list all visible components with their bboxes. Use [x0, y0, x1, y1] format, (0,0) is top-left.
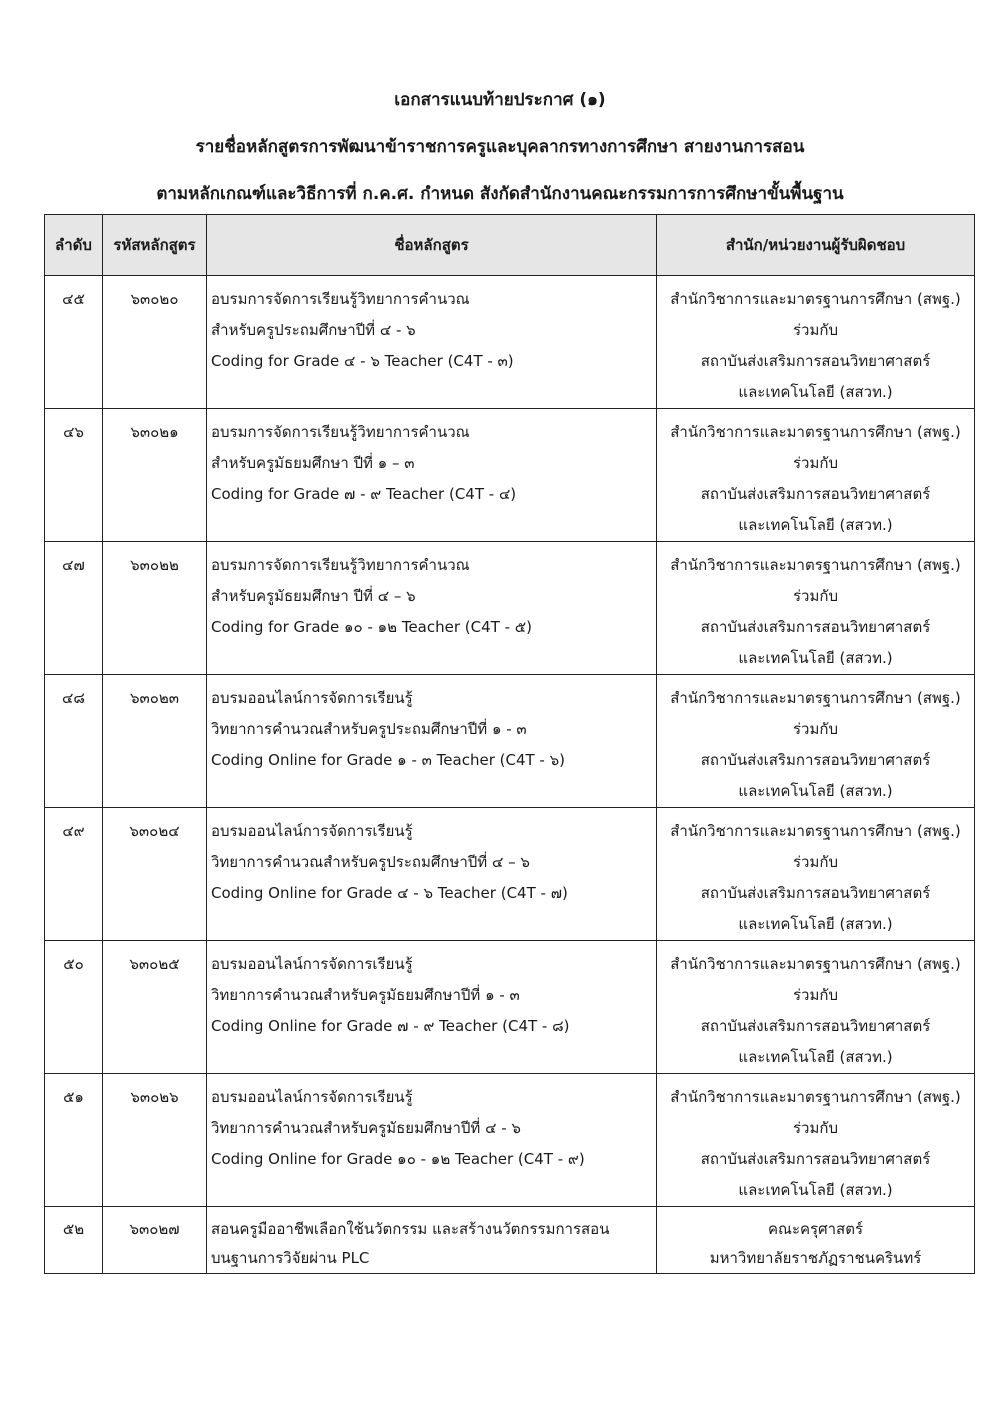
- department-line: และเทคโนโลยี (สสวท.): [738, 782, 893, 800]
- course-name-line: วิทยาการคำนวณสำหรับครูมัธยมศึกษาปีที่ ๑ - ๓: [211, 986, 520, 1004]
- row-number: ๔๙: [45, 808, 103, 941]
- department-line: สำนักวิชาการและมาตรฐานการศึกษา (สพฐ.): [670, 822, 961, 840]
- department-line: สถาบันส่งเสริมการสอนวิทยาศาสตร์: [700, 618, 931, 636]
- department-line: สำนักวิชาการและมาตรฐานการศึกษา (สพฐ.): [670, 955, 961, 973]
- table-header-row: [45, 215, 975, 276]
- course-code: ๖๓๐๒๒: [103, 542, 207, 675]
- table-row: [45, 1207, 975, 1274]
- department-cell: [657, 808, 975, 941]
- course-name-cell: [207, 409, 657, 542]
- course-code: ๖๓๐๒๗: [103, 1207, 207, 1274]
- course-code: ๖๓๐๒๕: [103, 941, 207, 1074]
- course-name-cell: [207, 1074, 657, 1207]
- course-name-line: วิทยาการคำนวณสำหรับครูมัธยมศึกษาปีที่ ๔ - ๖: [211, 1119, 521, 1137]
- course-name-cell: [207, 808, 657, 941]
- department-line: สถาบันส่งเสริมการสอนวิทยาศาสตร์: [700, 485, 931, 503]
- course-name-line: วิทยาการคำนวณสำหรับครูประถมศึกษาปีที่ ๔ – ๖: [211, 853, 530, 871]
- row-number: ๕๑: [45, 1074, 103, 1207]
- course-name-line: อบรมออนไลน์การจัดการเรียนรู้: [211, 955, 413, 973]
- row-number: ๕๐: [45, 941, 103, 1074]
- table-row: [45, 542, 975, 675]
- course-code: ๖๓๐๒๓: [103, 675, 207, 808]
- department-line: สถาบันส่งเสริมการสอนวิทยาศาสตร์: [700, 751, 931, 769]
- course-name-line: Coding Online for Grade ๑ - ๓ Teacher (C4T - ๖): [211, 751, 565, 769]
- department-line: และเทคโนโลยี (สสวท.): [738, 383, 893, 401]
- course-name-line: อบรมออนไลน์การจัดการเรียนรู้: [211, 689, 413, 707]
- course-name-line: Coding for Grade ๑๐ - ๑๒ Teacher (C4T - ๕): [211, 618, 532, 636]
- course-name-line: Coding for Grade ๗ - ๙ Teacher (C4T - ๔): [211, 485, 517, 503]
- row-number: ๔๖: [45, 409, 103, 542]
- course-name-line: อบรมการจัดการเรียนรู้วิทยาการคำนวณ: [211, 423, 470, 441]
- course-name-line: Coding Online for Grade ๑๐ - ๑๒ Teacher (C4T - ๙): [211, 1150, 585, 1168]
- department-line: สำนักวิชาการและมาตรฐานการศึกษา (สพฐ.): [670, 423, 961, 441]
- department-line: และเทคโนโลยี (สสวท.): [738, 516, 893, 534]
- department-line: และเทคโนโลยี (สสวท.): [738, 1181, 893, 1199]
- department-line: ร่วมกับ: [793, 1119, 838, 1137]
- course-name-cell: [207, 941, 657, 1074]
- document-subtitle-criteria: ตามหลักเกณฑ์และวิธีการที่ ก.ค.ศ. กำหนด สังกัดสำนักงานคณะกรรมการการศึกษาขั้นพื้นฐาน: [156, 184, 844, 204]
- department-line: ร่วมกับ: [793, 720, 838, 738]
- column-header-code: รหัสหลักสูตร: [103, 215, 207, 276]
- department-line: ร่วมกับ: [793, 321, 838, 339]
- department-line: สถาบันส่งเสริมการสอนวิทยาศาสตร์: [700, 1017, 931, 1035]
- course-name-line: สำหรับครูประถมศึกษาปีที่ ๔ - ๖: [211, 321, 416, 339]
- department-line: ร่วมกับ: [793, 986, 838, 1004]
- table-row: [45, 941, 975, 1074]
- table-row: [45, 276, 975, 409]
- course-name-line: Coding Online for Grade ๗ - ๙ Teacher (C4T - ๘): [211, 1017, 570, 1035]
- table-row: [45, 1074, 975, 1207]
- column-header-number: ลำดับ: [45, 215, 103, 276]
- department-line: และเทคโนโลยี (สสวท.): [738, 915, 893, 933]
- table-row: [45, 808, 975, 941]
- row-number: ๔๗: [45, 542, 103, 675]
- department-cell: [657, 675, 975, 808]
- course-name-cell: [207, 276, 657, 409]
- department-line: สำนักวิชาการและมาตรฐานการศึกษา (สพฐ.): [670, 556, 961, 574]
- course-name-line: อบรมการจัดการเรียนรู้วิทยาการคำนวณ: [211, 556, 470, 574]
- department-line: สำนักวิชาการและมาตรฐานการศึกษา (สพฐ.): [670, 1088, 961, 1106]
- department-line: และเทคโนโลยี (สสวท.): [738, 649, 893, 667]
- course-code: ๖๓๐๒๑: [103, 409, 207, 542]
- department-cell: [657, 941, 975, 1074]
- department-line: สถาบันส่งเสริมการสอนวิทยาศาสตร์: [700, 884, 931, 902]
- column-header-course-name: ชื่อหลักสูตร: [207, 215, 657, 276]
- course-code: ๖๓๐๒๔: [103, 808, 207, 941]
- department-line: สถาบันส่งเสริมการสอนวิทยาศาสตร์: [700, 352, 931, 370]
- course-name-line: Coding for Grade ๔ - ๖ Teacher (C4T - ๓): [211, 352, 514, 370]
- row-number: ๔๘: [45, 675, 103, 808]
- course-name-line: สำหรับครูมัธยมศึกษา ปีที่ ๑ – ๓: [211, 454, 415, 472]
- course-name-line: บนฐานการวิจัยผ่าน PLC: [211, 1249, 370, 1267]
- department-line: ร่วมกับ: [793, 853, 838, 871]
- department-line: ร่วมกับ: [793, 454, 838, 472]
- course-code: ๖๓๐๒๖: [103, 1074, 207, 1207]
- department-cell: [657, 1207, 975, 1274]
- course-name-line: อบรมการจัดการเรียนรู้วิทยาการคำนวณ: [211, 290, 470, 308]
- department-line: สำนักวิชาการและมาตรฐานการศึกษา (สพฐ.): [670, 689, 961, 707]
- course-table: [44, 214, 975, 1274]
- column-header-department: สำนัก/หน่วยงานผู้รับผิดชอบ: [657, 215, 975, 276]
- table-row: [45, 675, 975, 808]
- course-name-cell: [207, 1207, 657, 1274]
- course-name-line: อบรมออนไลน์การจัดการเรียนรู้: [211, 1088, 413, 1106]
- department-cell: [657, 409, 975, 542]
- row-number: ๔๕: [45, 276, 103, 409]
- course-name-line: วิทยาการคำนวณสำหรับครูประถมศึกษาปีที่ ๑ - ๓: [211, 720, 527, 738]
- course-name-cell: [207, 542, 657, 675]
- document-subtitle: รายชื่อหลักสูตรการพัฒนาข้าราชการครูและบุคลากรทางการศึกษา สายงานการสอน: [195, 137, 805, 157]
- department-cell: [657, 276, 975, 409]
- table-row: [45, 409, 975, 542]
- course-name-line: Coding Online for Grade ๔ - ๖ Teacher (C4T - ๗): [211, 884, 568, 902]
- department-cell: [657, 542, 975, 675]
- table-body: [45, 276, 975, 1274]
- row-number: ๕๒: [45, 1207, 103, 1274]
- document-title: เอกสารแนบท้ายประกาศ (๑): [394, 90, 606, 110]
- department-line: และเทคโนโลยี (สสวท.): [738, 1048, 893, 1066]
- course-code: ๖๓๐๒๐: [103, 276, 207, 409]
- department-line: สถาบันส่งเสริมการสอนวิทยาศาสตร์: [700, 1150, 931, 1168]
- department-line: มหาวิทยาลัยราชภัฏราชนครินทร์: [709, 1249, 922, 1267]
- department-line: สำนักวิชาการและมาตรฐานการศึกษา (สพฐ.): [670, 290, 961, 308]
- course-name-cell: [207, 675, 657, 808]
- course-name-line: สอนครูมืออาชีพเลือกใช้นวัตกรรม และสร้างนวัตกรรมการสอน: [211, 1220, 610, 1238]
- department-line: คณะครุศาสตร์: [768, 1220, 863, 1238]
- department-cell: [657, 1074, 975, 1207]
- course-name-line: อบรมออนไลน์การจัดการเรียนรู้: [211, 822, 413, 840]
- department-line: ร่วมกับ: [793, 587, 838, 605]
- course-name-line: สำหรับครูมัธยมศึกษา ปีที่ ๔ – ๖: [211, 587, 416, 605]
